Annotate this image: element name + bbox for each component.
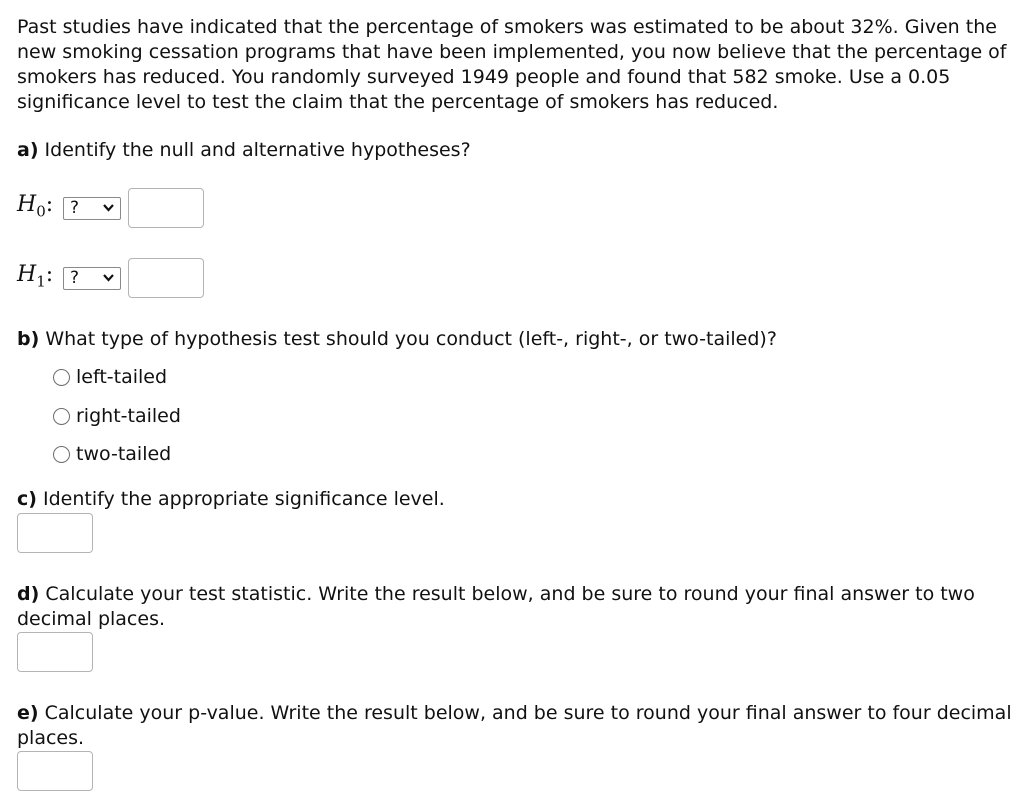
part-d-letter: d) [17,583,40,605]
part-c-letter: c) [17,488,37,510]
h1-value-input[interactable] [128,258,204,298]
radio-label-two-tailed: two-tailed [76,443,172,465]
alternative-hypothesis-row [17,258,204,298]
radio-button[interactable] [53,369,70,386]
h0-value-input[interactable] [128,188,204,228]
part-e-text: Calculate your p-value. Write the result below, and be sure to round your final answer to four decimal places. [17,702,1012,749]
h0-operator-select[interactable] [63,197,121,220]
problem-statement: Past studies have indicated that the percentage of smokers was estimated to be about 32%. Given the new smoking cessation programs that have been implemented, you now believe that the percentage of smokers has reduced. You randomly surveyed 1949 people and found that 582 smoke. Use a 0.05 significance level to test the claim that the percentage of smokers has reduced. [17,16,1007,113]
h1-label: $H_1$: [17,261,54,291]
part-c-prompt [17,487,1012,512]
part-a-text: Identify the null and alternative hypotheses? [38,139,471,161]
part-a-prompt [17,138,1012,163]
radio-button[interactable] [53,408,70,425]
radio-right-tailed[interactable] [53,404,181,429]
part-b-letter: b) [17,328,40,350]
part-b-text: What type of hypothesis test should you conduct (left-, right-, or two-tailed)? [39,328,777,350]
radio-two-tailed[interactable] [53,442,171,467]
h1-operator-select[interactable] [63,267,121,290]
part-c-text: Identify the appropriate significance level. [36,488,445,510]
h1-select-value: ? [70,267,80,288]
significance-level-input[interactable] [17,513,93,553]
null-hypothesis-row [17,188,204,228]
chevron-down-icon [102,273,115,283]
part-a-letter: a) [17,139,39,161]
test-statistic-input[interactable] [17,632,93,672]
p-value-input[interactable] [17,751,93,791]
h0-label: $H_0$: [17,191,54,221]
part-d-prompt [17,582,1012,632]
radio-button[interactable] [53,446,70,463]
part-e-letter: e) [17,702,39,724]
h0-select-value: ? [70,197,80,218]
chevron-down-icon [102,203,115,213]
radio-left-tailed[interactable] [53,365,167,390]
radio-label-right-tailed: right-tailed [76,405,181,427]
part-b-prompt [17,327,1012,352]
radio-label-left-tailed: left-tailed [76,366,168,388]
part-e-prompt [17,701,1012,751]
part-d-text: Calculate your test statistic. Write the result below, and be sure to round your final answer to two decimal places. [17,583,975,630]
